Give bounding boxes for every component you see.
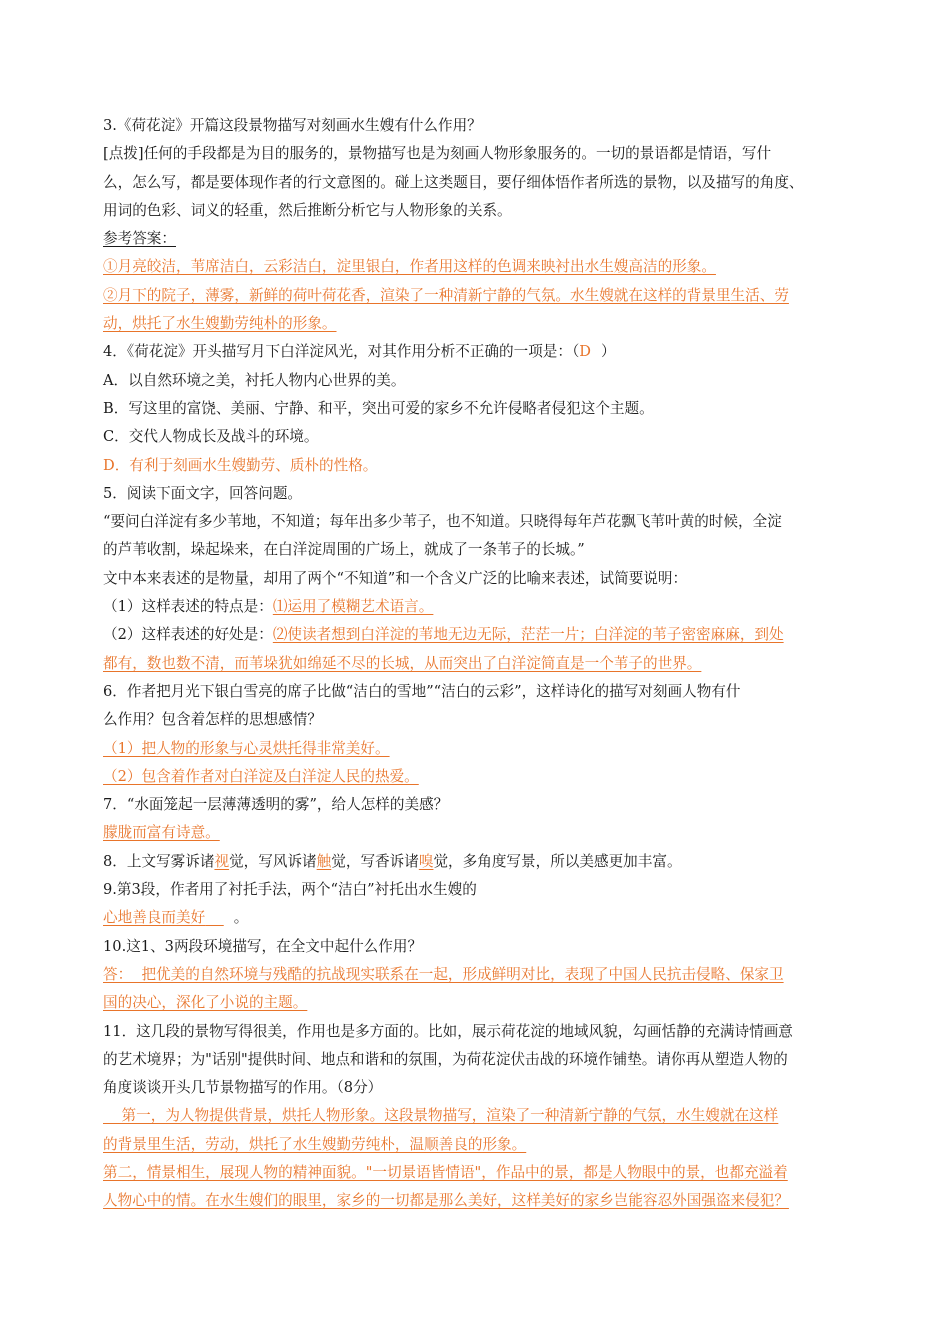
option-d: D．有利于刻画水生嫂勤劳、质朴的性格。 xyxy=(103,456,378,474)
question-3: 3.《荷花淀》开篇这段景物描写对刻画水生嫂有什么作用？ xyxy=(103,117,482,134)
document-page xyxy=(103,112,853,1216)
answer-line: （2）包含着作者对白洋淀及白洋淀人民的热爱。 xyxy=(103,767,419,785)
blank-answer: 心地善良而美好 xyxy=(103,909,206,927)
question-4-answer: D xyxy=(579,343,591,361)
blank-answer: 触 xyxy=(316,852,332,870)
answer-line: 第一，为人物提供背景，烘托人物形象。这段景物描写，渲染了一种清新宁静的气氛，水生嫂就在这样 xyxy=(103,1107,779,1125)
answer-line: ①月亮皎洁，苇席洁白，云彩洁白，淀里银白，作者用这样的色调来映衬出水生嫂高洁的形象。 xyxy=(103,258,716,276)
option-b: B．写这里的富饶、美丽、宁静、和平，突出可爱的家乡不允许侵略者侵犯这个主题。 xyxy=(103,399,654,417)
question-4: 4．《荷花淀》开头描写月下白洋淀风光，对其作用分析不正确的一项是：（D ） xyxy=(103,343,616,361)
question-9: 9.第3段，作者用了衬托手法，两个“洁白”衬托出水生嫂的 xyxy=(103,881,477,899)
option-c: C．交代人物成长及战斗的环境。 xyxy=(103,428,319,446)
hint-line: 么，怎么写，都是要体现作者的行文意图的。碰上这类题目，要仔细体悟作者所选的景物，以及描写的角度、 xyxy=(103,173,804,191)
quote-line: 的芦苇收割，垛起垛来，在白洋淀周围的广场上，就成了一条苇子的长城。” xyxy=(103,541,585,559)
sub-answer-1: ⑴运用了模糊艺术语言。 xyxy=(272,598,434,616)
question-11-continued: 的艺术境界；为"话别"提供时间、地点和谐和的氛围，为荷花淀伏击战的环境作铺垫。请你再从塑造人物的 xyxy=(103,1050,788,1068)
answer-line: 国的决心，深化了小说的主题。 xyxy=(103,994,308,1012)
blank-answer: 视 xyxy=(214,852,230,870)
question-6-continued: 么作用？包含着怎样的思想感情？ xyxy=(103,711,322,729)
blank-answer: 嗅 xyxy=(418,852,434,870)
question-11-continued: 角度谈谈开头几节景物描写的作用。（8分） xyxy=(103,1079,383,1097)
question-8: 8．上文写雾诉诸视觉，写风诉诸触觉，写香诉诸嗅觉，多角度写景，所以美感更加丰富。 xyxy=(103,852,682,870)
sub-answer-2: ⑵使读者想到白洋淀的苇地无边无际，茫茫一片；白洋淀的苇子密密麻麻，到处 xyxy=(272,626,784,644)
answer-line: 第二，情景相生，展现人物的精神面貌。"一切景语皆情语"，作品中的景，都是人物眼中的景，也都充溢着 xyxy=(103,1163,788,1181)
question-9-answer-line: 心地善良而美好 。 xyxy=(103,909,249,927)
answer-line: 的背景里生活，劳动，烘托了水生嫂勤劳纯朴，温顺善良的形象。 xyxy=(103,1135,527,1153)
answer-line: （1）把人物的形象与心灵烘托得非常美好。 xyxy=(103,739,390,757)
reference-answer-label: 参考答案： xyxy=(103,230,176,248)
quote-line: “要问白洋淀有多少苇地，不知道；每年出多少苇子，也不知道。只晓得每年芦花飘飞苇叶黄的时候，全淀 xyxy=(103,513,782,531)
answer-line: 动，烘托了水生嫂勤劳纯朴的形象。 xyxy=(103,315,337,333)
question-6: 6．作者把月光下银白雪亮的席子比做“洁白的雪地”“洁白的云彩”，这样诗化的描写对刻画人物有什 xyxy=(103,682,741,700)
answer-line: 人物心中的情。在水生嫂们的眼里，家乡的一切都是那么美好，这样美好的家乡岂能容忍外国强盗来侵犯？ xyxy=(103,1192,789,1210)
question-5: 5．阅读下面文字，回答问题。 xyxy=(103,484,303,502)
question-7: 7．“水面笼起一层薄薄透明的雾”，给人怎样的美感？ xyxy=(103,796,449,814)
question-10: 10.这1、3两段环境描写，在全文中起什么作用？ xyxy=(103,937,423,955)
sub-question-2: （2）这样表述的好处是：⑵使读者想到白洋淀的苇地无边无际，茫茫一片；白洋淀的苇子密密麻麻，到处 xyxy=(103,626,784,644)
question-5-prompt: 文中本来表述的是物量，却用了两个“不知道”和一个含义广泛的比喻来表述，试简要说明： xyxy=(103,569,688,587)
question-11: 11．这几段的景物写得很美，作用也是多方面的。比如，展示荷花淀的地域风貌，勾画恬静的充满诗情画意 xyxy=(103,1022,793,1040)
answer-line: 答： 把优美的自然环境与残酷的抗战现实联系在一起，形成鲜明对比，表现了中国人民抗击侵略、保家卫 xyxy=(103,965,784,983)
sub-question-1: （1）这样表述的特点是：⑴运用了模糊艺术语言。 xyxy=(103,598,434,616)
answer-line: ②月下的院子，薄雾，新鲜的荷叶荷花香，渲染了一种清新宁静的气氛。水生嫂就在这样的背景里生活、劳 xyxy=(103,286,789,304)
sub-answer-2-continued: 都有，数也数不清，而苇垛犹如绵延不尽的长城，从而突出了白洋淀简直是一个苇子的世界。 xyxy=(103,654,702,672)
hint-line: [点拨]任何的手段都是为目的服务的，景物描写也是为刻画人物形象服务的。一切的景语都是情语，写什 xyxy=(103,145,772,163)
hint-line: 用词的色彩、词义的轻重，然后推断分析它与人物形象的关系。 xyxy=(103,201,512,219)
answer-line: 朦胧而富有诗意。 xyxy=(103,824,220,842)
option-a: A．以自然环境之美，衬托人物内心世界的美。 xyxy=(103,371,406,389)
